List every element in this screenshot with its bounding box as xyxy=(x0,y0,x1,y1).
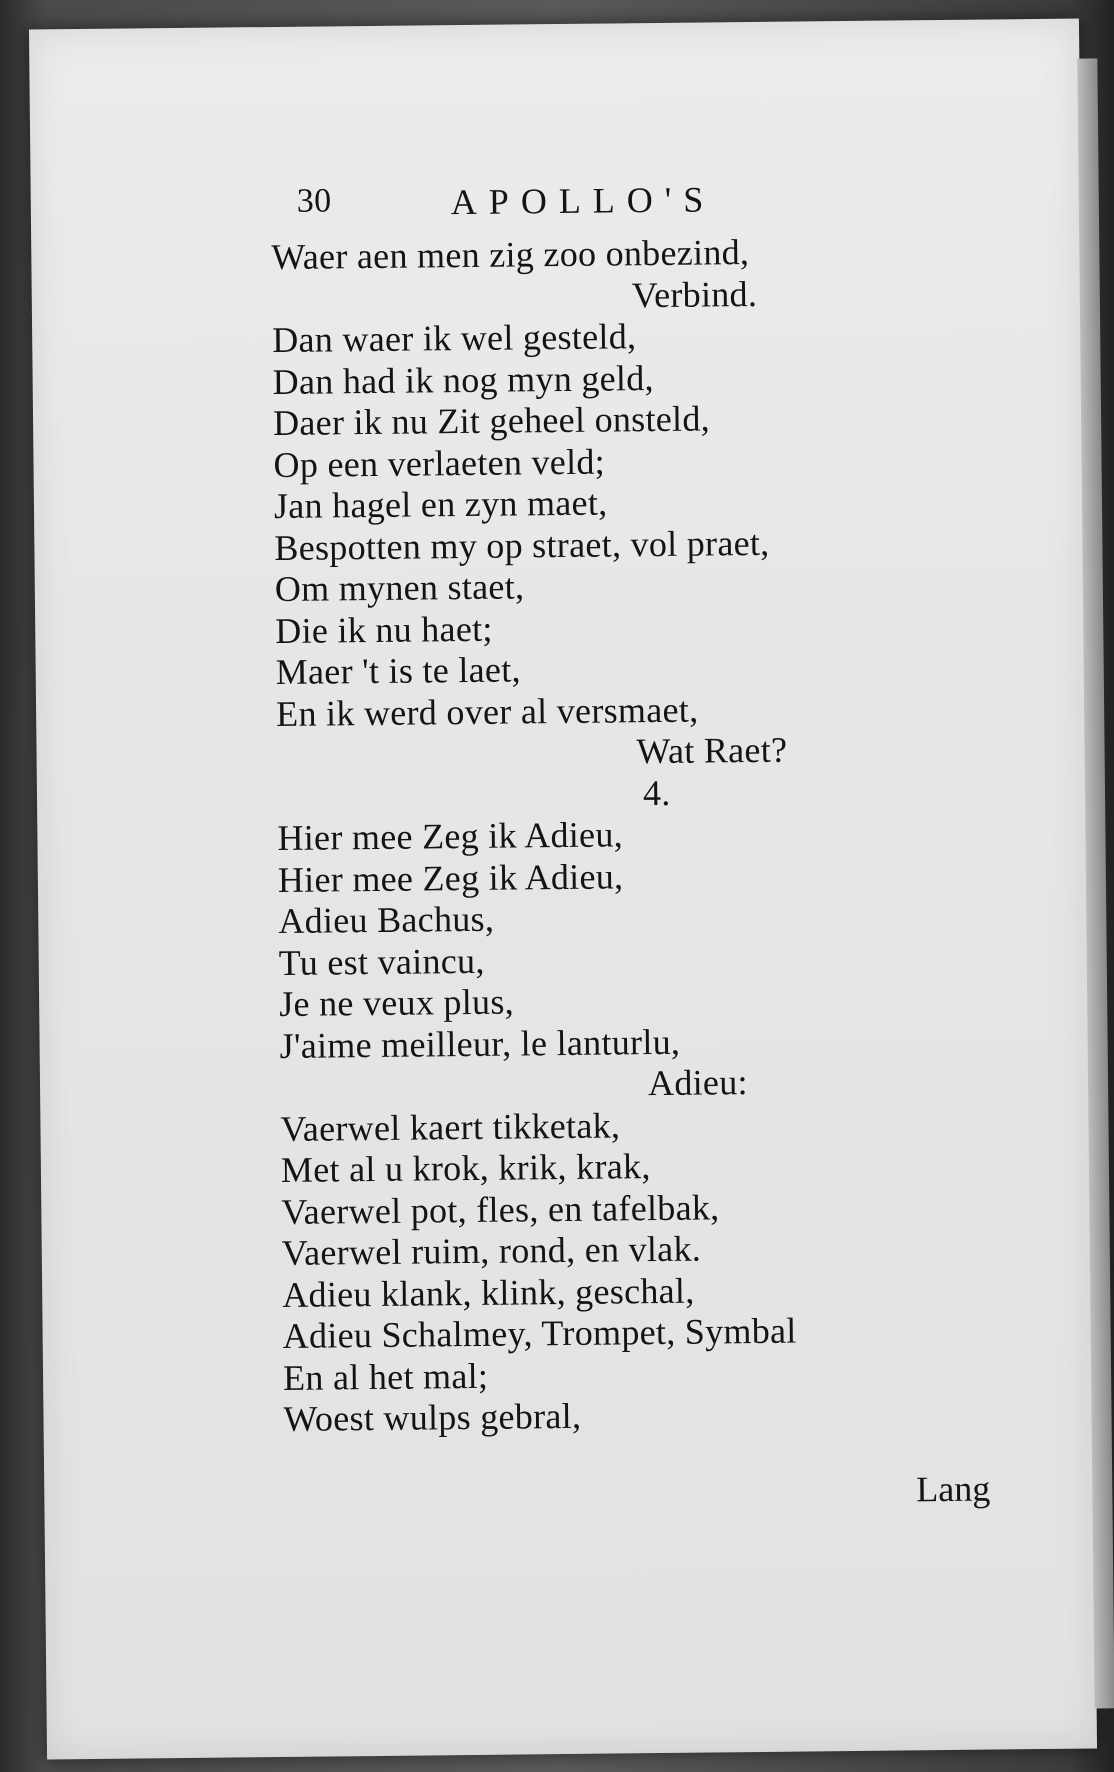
verse-line: Dan waer ik wel gesteld, xyxy=(272,316,637,361)
catchword: Lang xyxy=(916,1468,991,1510)
verse-line: Bespotten my op straet, vol praet, xyxy=(274,522,770,568)
verse-line: Adieu klank, klink, geschal, xyxy=(282,1270,695,1315)
verse-line: Daer ik nu Zit geheel onsteld, xyxy=(272,398,711,444)
verse-line: Adieu Schalmey, Trompet, Symbal xyxy=(282,1310,797,1356)
verse-line: Maer 't is te laet, xyxy=(275,649,522,692)
verse-line: Tu est vaincu, xyxy=(278,940,485,983)
verse-line: Die ik nu haet; xyxy=(275,608,493,651)
verse-line: Adieu Bachus, xyxy=(278,898,495,941)
verse-line: Vaerwel kaert tikketak, xyxy=(280,1104,621,1149)
stanza-3 xyxy=(271,229,1017,776)
verse-line: Vaerwel ruim, rond, en vlak. xyxy=(281,1228,702,1273)
book-page xyxy=(29,19,1097,1760)
verse-line-refrain: Verbind. xyxy=(631,273,758,315)
verse-line-refrain: Adieu: xyxy=(647,1062,749,1104)
verse-line: En al het mal; xyxy=(282,1355,489,1398)
page-header xyxy=(271,169,1012,237)
verse-line: Met al u krok, krik, krak, xyxy=(280,1146,651,1190)
verse-line: Vaerwel pot, fles, en tafelbak, xyxy=(281,1186,720,1232)
verse-line: Op een verlaeten veld; xyxy=(273,441,606,485)
verse-line: Woest wulps gebral, xyxy=(283,1395,582,1439)
page-text xyxy=(271,169,1024,1440)
verse-line: Dan had ik nog myn geld, xyxy=(272,357,654,402)
stanza-number: 4. xyxy=(642,772,671,813)
page-number: 30 xyxy=(296,182,332,220)
verse-line: Om mynen staet, xyxy=(274,566,525,609)
verse-line: En ik werd over al versmaet, xyxy=(275,689,699,734)
verse-line: Hier mee Zeg ik Adieu, xyxy=(277,814,624,858)
running-title: APOLLO'S xyxy=(450,179,716,223)
verse-line: Je ne veux plus, xyxy=(278,981,515,1024)
verse-line: J'aime meilleur, le lanturlu, xyxy=(279,1021,681,1066)
verse-line: Jan hagel en zyn maet, xyxy=(273,482,608,527)
verse-line: Waer aen men zig zoo onbezind, xyxy=(271,232,750,278)
verse-line-refrain: Wat Raet? xyxy=(636,729,788,772)
verse-line: Hier mee Zeg ik Adieu, xyxy=(277,855,624,900)
stanza-4 xyxy=(277,810,1023,1440)
